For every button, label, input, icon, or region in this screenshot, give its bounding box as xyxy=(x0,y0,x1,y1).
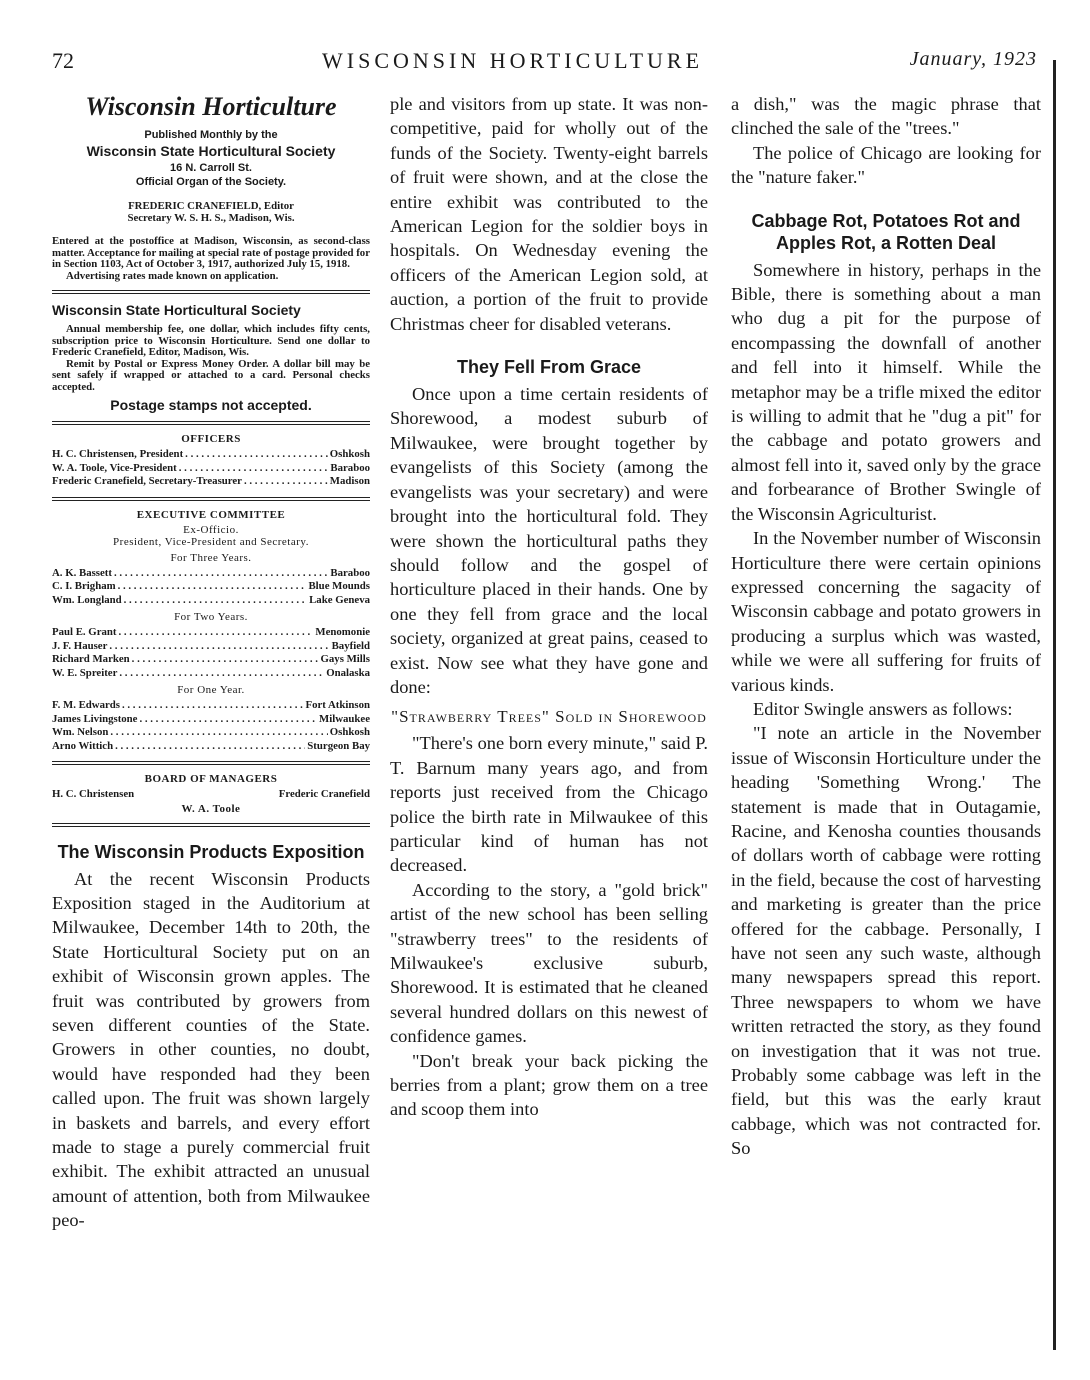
masthead-secretary: Secretary W. S. H. S., Madison, Wis. xyxy=(127,211,295,224)
article3-paragraph: "I note an article in the November issue of Wisconsin Horticulture under the heading 'Something Wrong.' The statement is made that in Outagamie, Racine, and Kenosha counties thousands of dollars worth of cabbage were rotting in the field, because the cost of harvesting and marketing is greater than the price offered for the cabbage. Personally, I have not seen any such waste, although many newspapers spread this report. Three newspapers to whom we have written retracted the story, as they found on investigation that it was not true. Probably some cabbage was left in the field, but this was the early kraut cabbage, which was not contracted for. So xyxy=(731,723,1041,1159)
column-rule xyxy=(1053,60,1056,1350)
masthead-society: Wisconsin State Horticultural Society xyxy=(86,143,336,159)
committee-row: Wm. Longland . . . Lake Geneva xyxy=(52,594,370,608)
article1-continued xyxy=(390,92,708,336)
two-years-label: For Two Years. xyxy=(174,611,248,623)
page-number: 72 xyxy=(52,48,74,73)
board-row: H. C. Christensen Frederic Cranefield xyxy=(52,788,370,800)
article2-paragraph: "There's one born every minute," said P. T. Barnum many years ago, and from reports just received from the Chicago police the birth rate in Milwaukee of this particular kind of human has not decreased. xyxy=(390,733,708,876)
one-year-label: For One Year. xyxy=(177,684,245,696)
society-postage: Postage stamps not accepted. xyxy=(110,397,312,413)
divider xyxy=(52,497,370,501)
committee-row: A. K. Bassett . . . Baraboo xyxy=(52,567,370,581)
article1-body xyxy=(52,867,370,1233)
committee-row: F. M. Edwards . . . Fort Atkinson xyxy=(52,699,370,713)
committee-row: James Livingstone . . . Milwaukee xyxy=(52,713,370,727)
article2-paragraph: According to the story, a "gold brick" artist of the new school has been selling "strawberry trees" to the residents of Milwaukee's exclusive suburb, Shorewood. It is estimated that he cleaned several hundred dollars on this newest of confidence games. xyxy=(390,879,708,1047)
committee-row: Arno Wittich . . . Sturgeon Bay xyxy=(52,740,370,754)
committee-row: C. I. Brigham . . . Blue Mounds xyxy=(52,580,370,594)
article2-paragraph: "Don't break your back picking the berries from a plant; grow them on a tree and scoop them into xyxy=(390,1050,708,1120)
article2-paragraph: Once upon a time certain residents of Shorewood, a modest suburb of Milwaukee, were brought together by evangelists of this Society (among the evangelists was your secretary) and were brought into the horticultural fold. They were shown the horticultural paths they should follow and the gospel of horticulture placed in their hands. One by one they fell from grace and the local society, organized at great pains, ceased to exist. Now see what they have gone and done: xyxy=(390,384,708,697)
masthead-editor: FREDERIC CRANEFIELD, Editor xyxy=(128,200,294,212)
divider xyxy=(52,290,370,294)
article3-body xyxy=(731,258,1041,1161)
board-heading: BOARD OF MANAGERS xyxy=(144,773,278,785)
committee-row: Paul E. Grant . . . Menomonie xyxy=(52,626,370,640)
masthead-advertising: Advertising rates made known on application. xyxy=(66,269,279,282)
article1-paragraph: At the recent Wisconsin Products Exposition staged in the Auditorium at Milwaukee, December 14th to 20th, the State Horticultural Society put on an exhibit of Wisconsin grown apples. The fruit was contributed by growers from seven different counties of the State. Growers in other counties, no doubt, would have responded had they been called upon. The fruit was shown largely in baskets and barrels, and every effort made to stage a purely commercial fruit exhibit. The exhibit attracted an unusual amount of attention, both from Milwaukee peo- xyxy=(52,868,370,1231)
article3-paragraph: Editor Swingle answers as follows: xyxy=(753,698,1013,719)
divider xyxy=(52,761,370,765)
committee-row: W. E. Spreiter . . . Onalaska xyxy=(52,667,370,681)
masthead-published: Published Monthly by the xyxy=(144,129,278,141)
issue-date: January, 1923 xyxy=(909,48,1037,70)
officers-heading: OFFICERS xyxy=(181,433,241,445)
exofficio-members: President, Vice-President and Secretary. xyxy=(113,535,309,548)
article3-title: Cabbage Rot, Potatoes Rot and Apples Rot, a Rotten Deal xyxy=(751,210,1021,253)
officers-list xyxy=(52,448,370,489)
officer-row: W. A. Toole, Vice-President . . . Baraboo xyxy=(52,462,370,476)
article2-title: They Fell From Grace xyxy=(456,357,642,378)
column-right xyxy=(731,92,1041,1161)
committee-row: Richard Marken . . . Gays Mills xyxy=(52,653,370,667)
article1-title: The Wisconsin Products Exposition xyxy=(57,841,365,862)
executive-heading: EXECUTIVE COMMITTEE xyxy=(136,508,286,521)
article2-body xyxy=(390,382,708,1122)
article2-subhead: "Strawberry Trees" Sold in Shorewood xyxy=(391,707,707,727)
committee-row: J. F. Hauser . . . Bayfield xyxy=(52,640,370,654)
officer-row: H. C. Christensen, President . . . Oshkosh xyxy=(52,448,370,462)
masthead-entered: Entered at the postoffice at Madison, Wisconsin, as second-class matter. Acceptance for mailing at special rate of postage provided for in Section 1103, Act of October 3, 1917, authorized July 15, 1918. xyxy=(52,235,370,270)
article1-paragraph-continued: ple and visitors from up state. It was non-competitive, paid for wholly out of the funds of the Society. Twenty-eight barrels of fruit were shown, and at the close the entire exhibit was contributed to the American Legion for the soldier boys in hospitals. On Wednesday evening the officers of the American Legion sold, at auction, a portion of the fruit to provide Christmas cheer for disabled veterans. xyxy=(390,94,708,334)
committee-row: Wm. Nelson . . . Oshkosh xyxy=(52,726,370,740)
article3-paragraph: In the November number of Wisconsin Horticulture there were certain opinions expressed concerning the sagacity of Wisconsin cabbage and potato growers in producing a surplus which was wasted, while we were all suffering for fruits of various kinds. xyxy=(731,528,1041,695)
article3-paragraph: Somewhere in history, perhaps in the Bible, there is something about a man who dug a pit for the purpose of encompassing the downfall of another and fell into it himself. While the metaphor may be a trifle mixed the editor is willing to admit that he "dug a pit" for the cabbage and potato growers and almost fell into it, saved only by the grace and forbearance of Brother Swingle of the Wisconsin Agriculturist. xyxy=(731,259,1041,524)
masthead-address: 16 N. Carroll St. xyxy=(170,162,252,174)
masthead-title: Wisconsin Horticulture xyxy=(85,92,337,121)
society-membership: Annual membership fee, one dollar, which includes fifty cents, subscription price to Wisconsin Horticulture. Send one dollar to Frederic Cranefield, Editor, Madison, Wis. xyxy=(52,323,370,358)
masthead-official: Official Organ of the Society. xyxy=(135,176,287,188)
column-middle xyxy=(390,92,708,1122)
journal-title: WISCONSIN HORTICULTURE xyxy=(322,48,704,73)
article2-continued xyxy=(731,92,1041,190)
three-years-label: For Three Years. xyxy=(170,551,252,564)
column-left xyxy=(52,92,370,1233)
article2-paragraph-continued: a dish," was the magic phrase that clinched the sale of the "trees." xyxy=(731,94,1041,139)
society-remit: Remit by Postal or Express Money Order. A dollar bill may be sent safely if wrapped or attached to a card. Personal checks accepted. xyxy=(52,357,370,393)
article2-paragraph: The police of Chicago are looking for the "nature faker." xyxy=(731,142,1041,188)
divider xyxy=(52,421,370,425)
exofficio-label: Ex-Officio. xyxy=(183,523,239,536)
society-box-title: Wisconsin State Horticultural Society xyxy=(52,302,301,318)
officer-row: Frederic Cranefield, Secretary-Treasurer . . . Madison xyxy=(52,475,370,489)
board-center: W. A. Toole xyxy=(181,802,241,815)
page-header xyxy=(52,48,1037,82)
divider xyxy=(52,823,370,827)
